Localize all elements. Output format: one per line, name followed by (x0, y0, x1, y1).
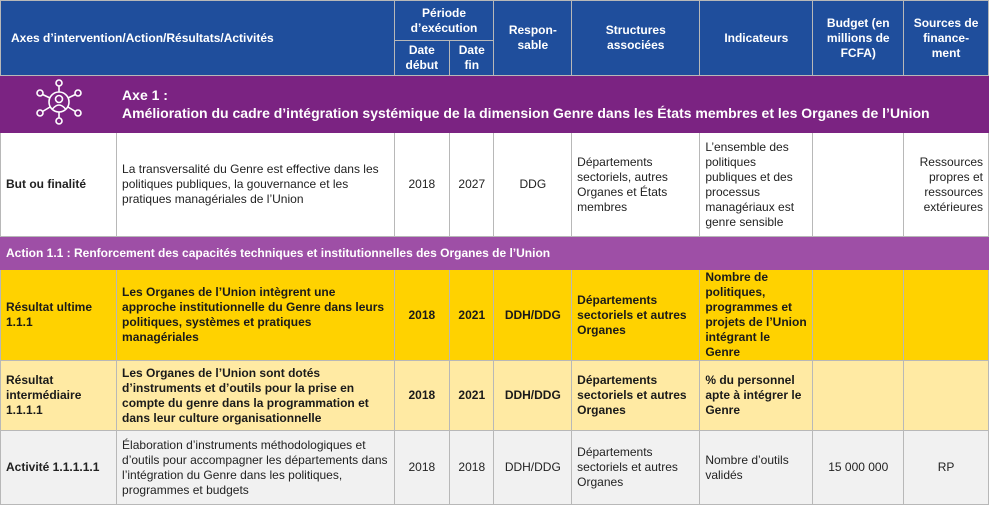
resultat-intermediaire-label: Résultat intermédiaire 1.1.1.1 (1, 361, 117, 431)
resultat-ultime-description: Les Organes de l’Union intègrent une approche institutionnelle du Genre dans leurs politiques, systèmes et pratiques managériales (117, 270, 395, 361)
header-structures: Structures associées (572, 1, 700, 76)
resultat-intermediaire-description: Les Organes de l’Union sont dotés d’instruments et d’outils pour la prise en compte du genre dans la programmation et dans leur culture organisationnelle (117, 361, 395, 431)
header-budget: Budget (en millions de FCFA) (813, 1, 904, 76)
network-people-icon (34, 114, 84, 128)
axe-title-line2: Amélioration du cadre d’intégration systémique de la dimension Genre dans les États membres et les Organes de l’Union (122, 105, 930, 121)
action-row (1, 237, 989, 270)
but-date-debut: 2018 (394, 133, 450, 237)
resultat-ultime-label: Résultat ultime 1.1.1 (1, 270, 117, 361)
axe-title-line1: Axe 1 : (122, 87, 168, 103)
resultat-ultime-date-fin: 2021 (450, 270, 494, 361)
resultat-ultime-date-debut: 2018 (394, 270, 450, 361)
but-structures: Départements sectoriels, autres Organes et États membres (572, 133, 700, 237)
header-axes: Axes d’intervention/Action/Résultats/Activités (1, 1, 395, 76)
axe-icon-cell (1, 76, 117, 133)
resultat-intermediaire-responsable: DDH/DDG (494, 361, 572, 431)
activite-indicateurs: Nombre d’outils validés (700, 431, 813, 505)
table-row-resultat-intermediaire (1, 361, 989, 431)
resultat-intermediaire-date-fin: 2021 (450, 361, 494, 431)
resultat-intermediaire-sources (904, 361, 989, 431)
activite-budget: 15 000 000 (813, 431, 904, 505)
header-periode: Période d’exécution (394, 1, 494, 41)
but-date-fin: 2027 (450, 133, 494, 237)
resultat-ultime-responsable: DDH/DDG (494, 270, 572, 361)
activite-date-debut: 2018 (394, 431, 450, 505)
header-indicateurs: Indicateurs (700, 1, 813, 76)
resultat-intermediaire-structures: Départements sectoriels et autres Organes (572, 361, 700, 431)
axe-row (1, 76, 989, 133)
activite-sources: RP (904, 431, 989, 505)
but-budget (813, 133, 904, 237)
header-sources: Sources de finance- ment (904, 1, 989, 76)
resultat-ultime-sources (904, 270, 989, 361)
activite-responsable: DDH/DDG (494, 431, 572, 505)
resultat-ultime-budget (813, 270, 904, 361)
header-date-fin: Date fin (450, 41, 494, 76)
resultat-intermediaire-date-debut: 2018 (394, 361, 450, 431)
activite-date-fin: 2018 (450, 431, 494, 505)
table-row-activite (1, 431, 989, 505)
but-sources: Ressources propres et ressources extérieures (904, 133, 989, 237)
axe-title-cell (117, 76, 989, 133)
activite-structures: Départements sectoriels et autres Organes (572, 431, 700, 505)
resultat-ultime-structures: Départements sectoriels et autres Organes (572, 270, 700, 361)
resultat-intermediaire-indicateurs: % du personnel apte à intégrer le Genre (700, 361, 813, 431)
header-date-debut: Date début (394, 41, 450, 76)
but-description: La transversalité du Genre est effective dans les politiques publiques, la gouvernance et les pratiques managériales de l’Union (117, 133, 395, 237)
header-responsable: Respon- sable (494, 1, 572, 76)
action-label: Action 1.1 : Renforcement des capacités techniques et institutionnelles des Organes de l’Union (1, 237, 989, 270)
resultat-ultime-indicateurs: Nombre de politiques, programmes et projets de l’Union intégrant le Genre (700, 270, 813, 361)
resultat-intermediaire-budget (813, 361, 904, 431)
table-row-resultat-ultime (1, 270, 989, 361)
but-responsable: DDG (494, 133, 572, 237)
table-row-but (1, 133, 989, 237)
but-label: But ou finalité (1, 133, 117, 237)
but-indicateurs: L’ensemble des politiques publiques et des processus managériaux est genre sensible (700, 133, 813, 237)
activite-description: Élaboration d’instruments méthodologiques et d’outils pour accompagner les départements dans l’intégration du Genre dans les politiques, programmes et budgets (117, 431, 395, 505)
activite-label: Activité 1.1.1.1.1 (1, 431, 117, 505)
